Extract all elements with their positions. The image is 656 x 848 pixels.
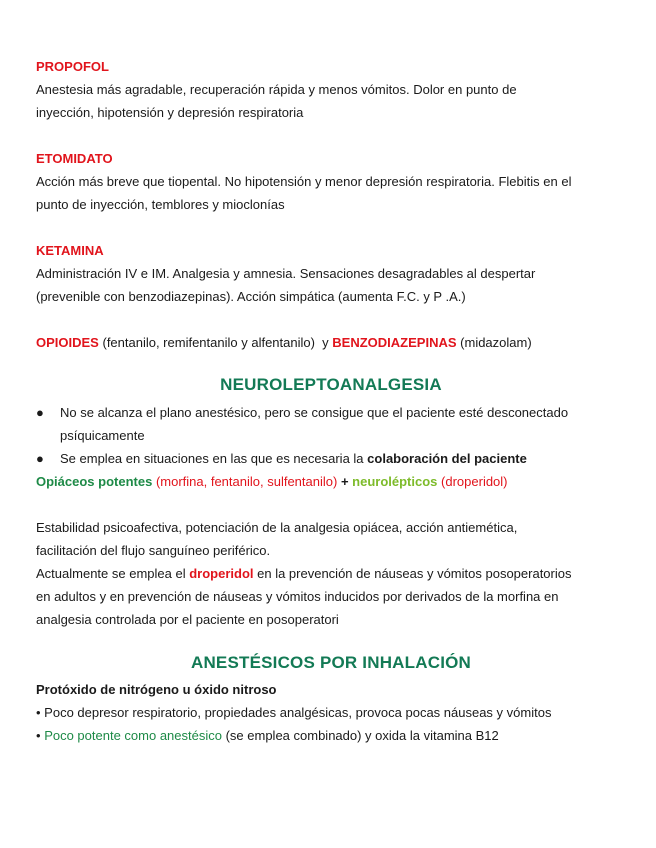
- neuro-p1-line-1: Estabilidad psicoafectiva, potenciación de la analgesia opiácea, acción antiemética,: [36, 520, 518, 535]
- inhalacion-line-2-rest: (se emplea combinado) y oxida la vitamina B12: [225, 728, 499, 743]
- etomidato-line-1: Acción más breve que tiopental. No hipotensión y menor depresión respiratoria. Flebitis en el: [36, 174, 572, 189]
- neuro-bullet-2-bold: colaboración del paciente: [367, 451, 527, 466]
- neuro-paragraph: [36, 516, 626, 631]
- benzodiazepinas-term: BENZODIAZEPINAS: [332, 335, 457, 350]
- neuro-p2-line-1: [36, 562, 626, 585]
- inhalacion-line-1: • Poco depresor respiratorio, propiedades analgésicas, provoca pocas náuseas y vómitos: [36, 705, 552, 720]
- inhalacion-line-2: [36, 724, 626, 747]
- opioides-examples: (fentanilo, remifentanilo y alfentanilo): [102, 335, 315, 350]
- ketamina-line-2: (prevenible con benzodiazepinas). Acción simpática (aumenta F.C. y P .A.): [36, 289, 466, 304]
- etomidato-line-2: punto de inyección, temblores y mioclonías: [36, 197, 285, 212]
- neuro-combination: [36, 470, 626, 493]
- opioides-term: OPIOIDES: [36, 335, 99, 350]
- propofol-line-1: Anestesia más agradable, recuperación rápida y menos vómitos. Dolor en punto de: [36, 82, 517, 97]
- opioides-line: [36, 331, 626, 354]
- neuro-p2-line-3: analgesia controlada por el paciente en posoperatori: [36, 612, 339, 627]
- ketamina-title: KETAMINA: [36, 243, 104, 258]
- ketamina-line-1: Administración IV e IM. Analgesia y amnesia. Sensaciones desagradables al despertar: [36, 266, 536, 281]
- opiaceos-examples: (morfina, fentanilo, sulfentanilo): [155, 474, 338, 489]
- bullet-icon: •: [36, 728, 41, 743]
- neuro-bullet-2: [36, 447, 626, 470]
- neurolepticos: neurolépticos: [352, 474, 438, 489]
- opioides-joiner: y: [322, 335, 329, 350]
- neuro-p2-pre: Actualmente se emplea el: [36, 566, 186, 581]
- inhalacion-heading: ANESTÉSICOS POR INHALACIÓN: [190, 653, 472, 672]
- etomidato-title: ETOMIDATO: [36, 151, 113, 166]
- neuro-bullet-1: [36, 401, 626, 447]
- neuro-p2-post: en la prevención de náuseas y vómitos posoperatorios: [257, 566, 572, 581]
- propofol-line-2: inyección, hipotensión y depresión respiratoria: [36, 105, 304, 120]
- inhalacion-green-text: Poco potente como anestésico: [44, 728, 222, 743]
- neuro-bullet-1-line-1: No se alcanza el plano anestésico, pero se consigue que el paciente esté desconectado: [60, 405, 569, 420]
- inhalacion-section: [36, 678, 626, 747]
- inhalacion-subheading: Protóxido de nitrógeno u óxido nitroso: [36, 682, 277, 697]
- neuro-p1-line-2: facilitación del flujo sanguíneo periférico.: [36, 543, 271, 558]
- propofol-title: PROPOFOL: [36, 59, 109, 74]
- ketamina-section: [36, 239, 626, 308]
- etomidato-section: [36, 147, 626, 216]
- neuro-bullet-1-line-2: psíquicamente: [60, 428, 145, 443]
- droperidol-term: droperidol: [189, 566, 254, 581]
- bullet-icon: ●: [36, 405, 44, 420]
- benzodiazepinas-examples: (midazolam): [460, 335, 532, 350]
- neuro-p2-line-2: en adultos y en prevención de náuseas y vómitos inducidos por derivados de la morfina en: [36, 589, 559, 604]
- neuro-bullet-2-text: Se emplea en situaciones en las que es necesaria la: [60, 451, 364, 466]
- propofol-section: [36, 55, 626, 124]
- opiaceos-potentes: Opiáceos potentes: [36, 474, 153, 489]
- neuro-heading: NEUROLEPTOANALGESIA: [220, 375, 442, 394]
- plus-sign: +: [340, 474, 349, 489]
- bullet-icon: ●: [36, 451, 44, 466]
- neurolepticos-examples: (droperidol): [441, 474, 508, 489]
